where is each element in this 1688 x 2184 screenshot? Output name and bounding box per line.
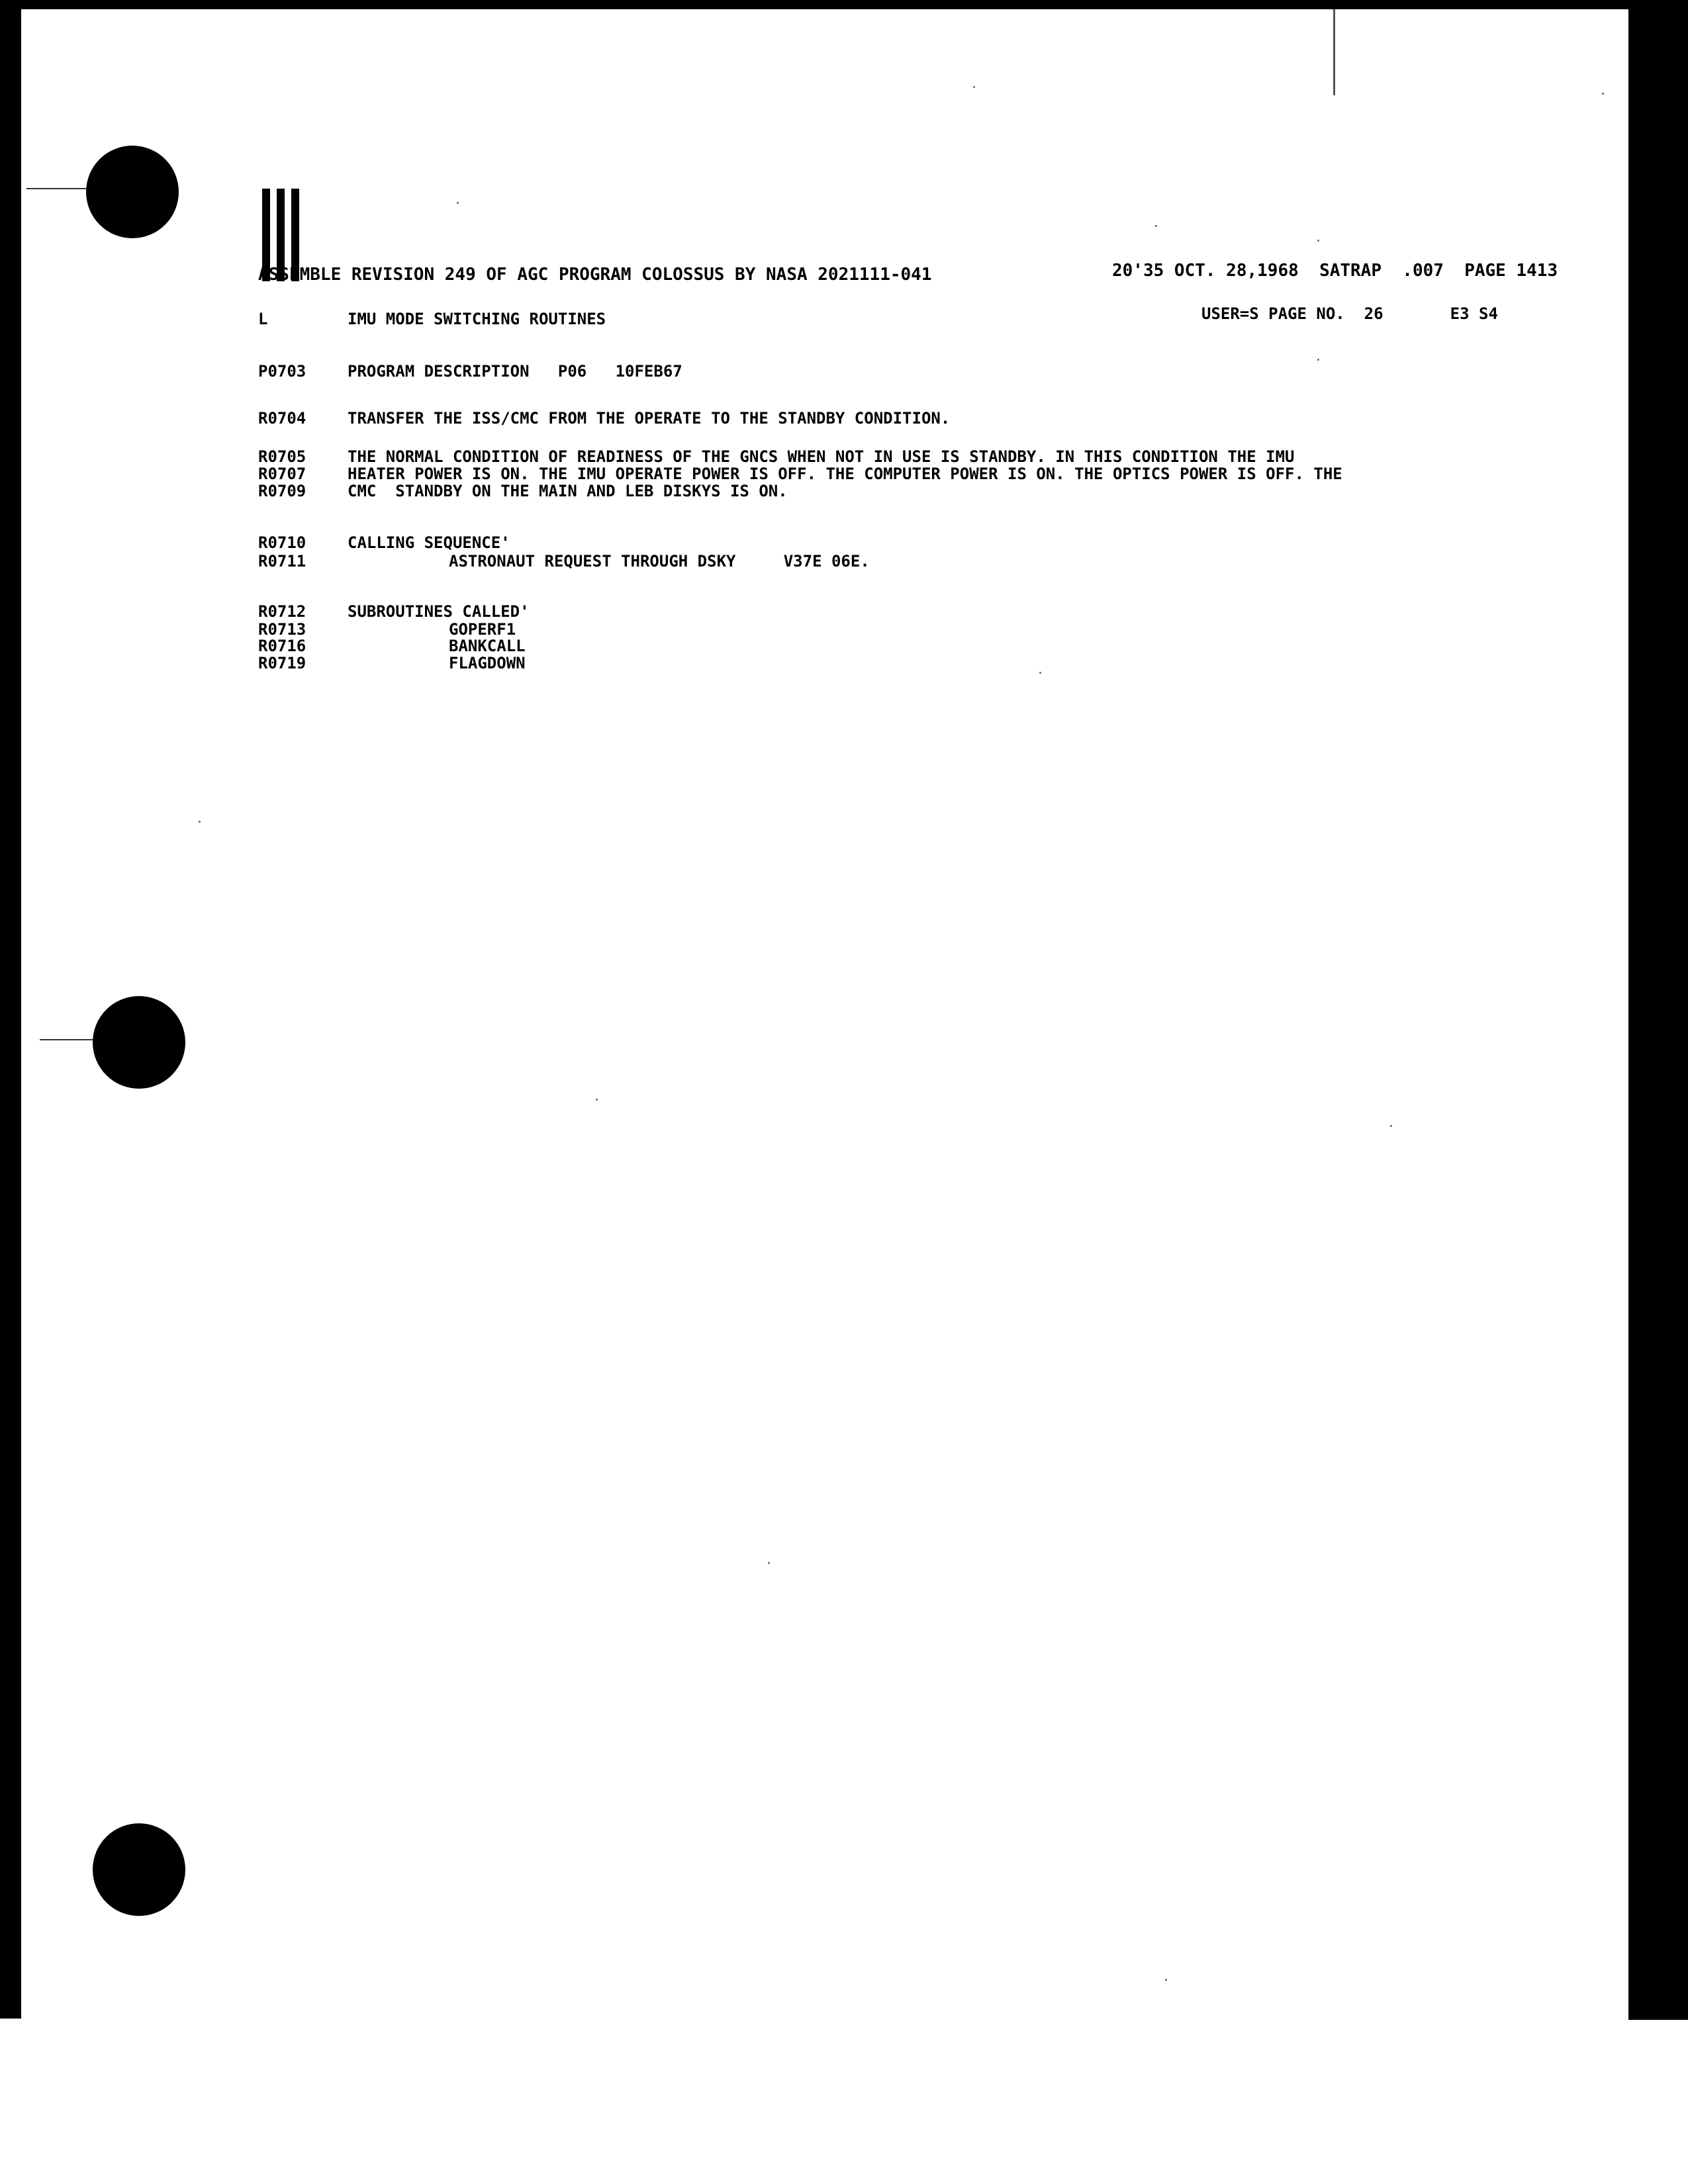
- line-content: SUBROUTINES CALLED': [348, 602, 530, 621]
- line-content: ASTRONAUT REQUEST THROUGH DSKY V37E 06E.: [449, 552, 870, 570]
- line-content: PROGRAM DESCRIPTION P06 10FEB67: [348, 362, 682, 381]
- scan-border-top: [0, 0, 1688, 9]
- hole-tear-line: [40, 1039, 93, 1040]
- scan-border-left: [0, 0, 21, 2019]
- line-content: HEATER POWER IS ON. THE IMU OPERATE POWER IS OFF. THE COMPUTER POWER IS ON. THE OPTICS POWER IS OFF. THE: [348, 465, 1342, 483]
- line-content: CALLING SEQUENCE': [348, 533, 510, 552]
- subheader-id: L: [258, 310, 268, 328]
- line-number: R0705: [258, 447, 306, 466]
- line-content: GOPERF1: [449, 620, 516, 639]
- scan-speck: [1039, 672, 1041, 674]
- line-content: THE NORMAL CONDITION OF READINESS OF THE GNCS WHEN NOT IN USE IS STANDBY. IN THIS CONDITION THE IMU: [348, 447, 1295, 466]
- line-number: R0704: [258, 409, 306, 428]
- line-number: R0712: [258, 602, 306, 621]
- scan-speck: [973, 86, 975, 88]
- binder-hole-top: [86, 146, 179, 238]
- subheader-title: IMU MODE SWITCHING ROUTINES: [348, 310, 606, 328]
- binder-hole-middle: [93, 996, 185, 1089]
- line-number: R0716: [258, 637, 306, 655]
- line-number: R0719: [258, 654, 306, 672]
- line-number: P0703: [258, 362, 306, 381]
- line-number: R0710: [258, 533, 306, 552]
- scan-speck: [596, 1099, 598, 1101]
- line-number: R0711: [258, 552, 306, 570]
- scan-speck: [1317, 359, 1319, 361]
- scan-speck: [768, 1562, 770, 1564]
- line-content: FLAGDOWN: [449, 654, 526, 672]
- header-timestamp-page: 20'35 OCT. 28,1968 SATRAP .007 PAGE 1413: [1112, 261, 1558, 281]
- binder-hole-bottom: [93, 1823, 185, 1916]
- line-number: R0713: [258, 620, 306, 639]
- hole-tear-line: [26, 188, 86, 189]
- line-content: CMC STANDBY ON THE MAIN AND LEB DISKYS IS ON.: [348, 482, 788, 500]
- scan-speck: [199, 821, 201, 823]
- line-number: R0709: [258, 482, 306, 500]
- line-number: R0707: [258, 465, 306, 483]
- scan-speck: [457, 202, 459, 204]
- scan-speck: [1165, 1979, 1167, 1981]
- line-content: TRANSFER THE ISS/CMC FROM THE OPERATE TO THE STANDBY CONDITION.: [348, 409, 951, 428]
- header-assembly-title: ASSEMBLE REVISION 249 OF AGC PROGRAM COLOSSUS BY NASA 2021111-041: [258, 265, 932, 285]
- scan-border-right: [1628, 8, 1688, 2020]
- scan-fold-line: [1333, 9, 1335, 95]
- scan-speck: [1155, 225, 1157, 227]
- scan-speck: [1390, 1125, 1392, 1127]
- subheader-page-info: USER=S PAGE NO. 26 E3 S4: [1201, 304, 1498, 323]
- scan-speck: [1602, 93, 1604, 95]
- line-content: BANKCALL: [449, 637, 526, 655]
- scan-speck: [1317, 240, 1319, 242]
